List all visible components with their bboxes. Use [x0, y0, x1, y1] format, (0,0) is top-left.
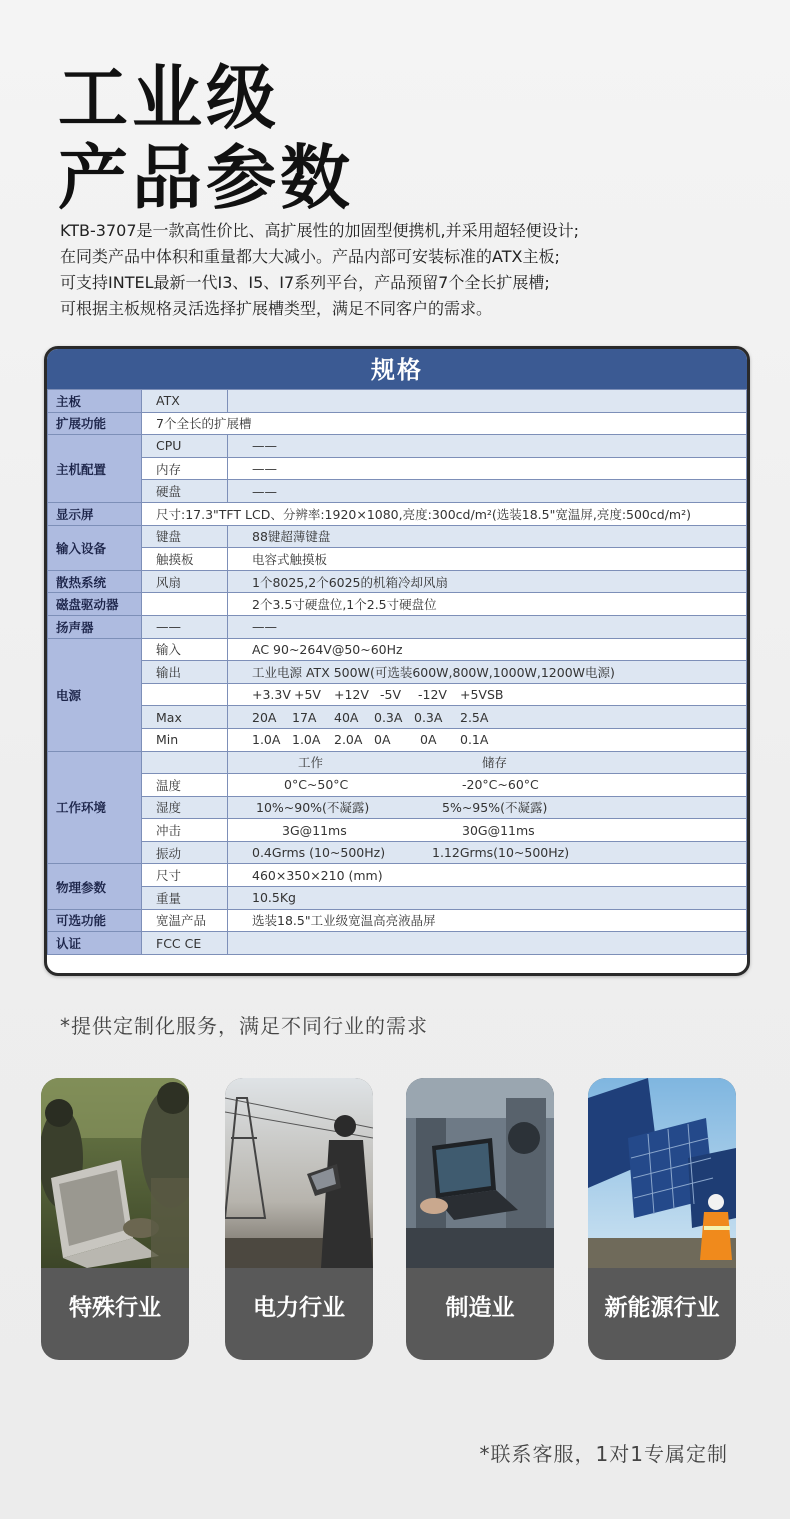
power-rail-label: +5VSB: [460, 687, 504, 703]
spec-subcategory: 输出: [142, 661, 228, 684]
env-store-value: 1.12Grms(10~500Hz): [432, 845, 570, 861]
power-current: 0.3A: [374, 709, 403, 725]
spec-category: 主板: [48, 390, 142, 413]
intro-line: 在同类产品中体积和重量都大大减小。产品内部可安装标准的ATX主板;: [60, 247, 560, 266]
env-header-work: 工作: [298, 755, 324, 771]
env-work-value: 0.4Grms (10~500Hz): [252, 845, 386, 861]
spec-subcategory: 温度: [142, 774, 228, 797]
spec-subcategory: ——: [142, 615, 228, 638]
spec-value: ——: [228, 457, 747, 480]
page-title: [58, 58, 354, 218]
power-current: 1.0A: [292, 732, 321, 748]
table-row: [48, 887, 747, 910]
power-rail-label: +5V: [294, 687, 321, 703]
power-current: 0A: [374, 732, 391, 748]
power-rail-label: -12V: [418, 687, 447, 703]
table-row: [48, 909, 747, 932]
table-row: [48, 661, 747, 684]
spec-subcategory: Max: [142, 706, 228, 729]
soldiers-rugged-laptop-photo: [41, 1078, 189, 1268]
power-current: 20A: [252, 709, 277, 725]
table-row: [48, 774, 747, 797]
spec-category: 电源: [48, 638, 142, 751]
spec-subcategory: 尺寸: [142, 864, 228, 887]
table-row: [48, 819, 747, 842]
power-current: 0A: [420, 732, 437, 748]
env-column-headers: [228, 751, 747, 774]
power-current: 2.5A: [460, 709, 489, 725]
spec-value: 尺寸:17.3"TFT LCD、分辨率:1920×1080,亮度:300cd/m²(选装18.5"宽温屏,亮度:500cd/m²): [142, 502, 747, 525]
spec-subcategory: 振动: [142, 841, 228, 864]
table-row: [48, 615, 747, 638]
intro-line: 可支持INTEL最新一代I3、I5、I7系列平台，产品预留7个全长扩展槽;: [60, 273, 550, 292]
spec-subcategory: 湿度: [142, 796, 228, 819]
spec-value: 2个3.5寸硬盘位,1个2.5寸硬盘位: [228, 593, 747, 616]
spec-category: 扬声器: [48, 615, 142, 638]
power-current: 2.0A: [334, 732, 363, 748]
spec-subcategory: 输入: [142, 638, 228, 661]
env-work-value: 0°C~50°C: [284, 777, 349, 793]
env-store-value: 30G@11ms: [462, 822, 535, 838]
spec-value: 7个全长的扩展槽: [142, 412, 747, 435]
spec-subcategory: 风扇: [142, 570, 228, 593]
spec-table: [47, 389, 747, 955]
table-row: [48, 841, 747, 864]
spec-value: 选装18.5"工业级宽温高亮液晶屏: [228, 909, 747, 932]
solar-panel-engineer-photo: [588, 1078, 736, 1268]
spec-category: 显示屏: [48, 502, 142, 525]
industry-label: 电力行业: [253, 1295, 345, 1321]
spec-value: 工业电源 ATX 500W(可选装600W,800W,1000W,1200W电源): [228, 661, 747, 684]
custom-service-note: *提供定制化服务，满足不同行业的需求: [60, 1014, 428, 1038]
spec-category: 主机配置: [48, 435, 142, 503]
spec-subcategory: 宽温产品: [142, 909, 228, 932]
industry-label: 新能源行业: [604, 1295, 720, 1321]
spec-subcategory: 键盘: [142, 525, 228, 548]
industry-cards: [41, 1078, 741, 1360]
table-row: [48, 412, 747, 435]
factory-laptop-photo: [406, 1078, 554, 1268]
power-max-values: [228, 706, 747, 729]
power-current: 0.1A: [460, 732, 489, 748]
table-row: [48, 796, 747, 819]
spec-category: 磁盘驱动器: [48, 593, 142, 616]
power-rail-label: +12V: [334, 687, 369, 703]
product-intro: [60, 218, 740, 322]
power-current: 17A: [292, 709, 317, 725]
table-row: [48, 548, 747, 571]
spec-subcategory: CPU: [142, 435, 228, 458]
power-rail-label: -5V: [380, 687, 402, 703]
table-row: [48, 932, 747, 955]
spec-value: AC 90~264V@50~60Hz: [228, 638, 747, 661]
spec-subcategory: 冲击: [142, 819, 228, 842]
spec-subcategory: 硬盘: [142, 480, 228, 503]
spec-category: 扩展功能: [48, 412, 142, 435]
spec-subcategory: 重量: [142, 887, 228, 910]
spec-value: FCC CE: [142, 932, 228, 955]
table-row: [48, 751, 747, 774]
spec-value: ——: [228, 480, 747, 503]
spec-category: 物理参数: [48, 864, 142, 909]
power-current: 40A: [334, 709, 359, 725]
table-row: [48, 638, 747, 661]
env-header-store: 储存: [482, 755, 508, 771]
table-row: [48, 706, 747, 729]
intro-line: KTB-3707是一款高性价比、高扩展性的加固型便携机,并采用超轻便设计;: [60, 221, 579, 240]
env-work-value: 10%~90%(不凝露): [256, 800, 370, 816]
spec-value: 电容式触摸板: [228, 548, 747, 571]
table-row: [48, 435, 747, 458]
spec-category: 输入设备: [48, 525, 142, 570]
spec-value: 10.5Kg: [228, 887, 747, 910]
title-line-1: 工业级: [58, 57, 280, 139]
env-store-value: 5%~95%(不凝露): [442, 800, 548, 816]
industry-card-special[interactable]: [41, 1078, 189, 1360]
power-min-values: [228, 728, 747, 751]
table-row: [48, 593, 747, 616]
table-row: [48, 502, 747, 525]
spec-value: 460×350×210 (mm): [228, 864, 747, 887]
table-row: [48, 525, 747, 548]
power-rails: [228, 683, 747, 706]
industry-card-manufacturing[interactable]: [406, 1078, 554, 1360]
industry-label: 制造业: [445, 1295, 515, 1321]
env-work-value: 3G@11ms: [282, 822, 347, 838]
spec-subcategory: Min: [142, 728, 228, 751]
spec-category: 散热系统: [48, 570, 142, 593]
spec-table-card: [44, 346, 750, 976]
industry-card-power[interactable]: [225, 1078, 373, 1360]
spec-table-header: 规格: [47, 349, 747, 389]
table-row: [48, 480, 747, 503]
power-current: 1.0A: [252, 732, 281, 748]
industry-label: 特殊行业: [69, 1295, 161, 1321]
intro-line: 可根据主板规格灵活选择扩展槽类型，满足不同客户的需求。: [60, 299, 493, 318]
table-row: [48, 683, 747, 706]
spec-value: ——: [228, 435, 747, 458]
spec-category: 可选功能: [48, 909, 142, 932]
spec-subcategory: 触摸板: [142, 548, 228, 571]
spec-subcategory: 内存: [142, 457, 228, 480]
industry-card-new-energy[interactable]: [588, 1078, 736, 1360]
env-store-value: -20°C~60°C: [462, 777, 539, 793]
table-row: [48, 457, 747, 480]
table-row: [48, 390, 747, 413]
spec-value: ATX: [142, 390, 228, 413]
power-rail-label: +3.3V: [252, 687, 291, 703]
table-row: [48, 570, 747, 593]
spec-value: 1个8025,2个6025的机箱冷却风扇: [228, 570, 747, 593]
spec-category: 认证: [48, 932, 142, 955]
spec-category: 工作环境: [48, 751, 142, 864]
table-row: [48, 728, 747, 751]
spec-value: ——: [228, 615, 747, 638]
contact-service-note: *联系客服，1对1专属定制: [479, 1442, 728, 1466]
spec-value: 88键超薄键盘: [228, 525, 747, 548]
power-current: 0.3A: [414, 709, 443, 725]
power-line-worker-photo: [225, 1078, 373, 1268]
table-row: [48, 864, 747, 887]
title-line-2: 产品参数: [58, 137, 354, 219]
